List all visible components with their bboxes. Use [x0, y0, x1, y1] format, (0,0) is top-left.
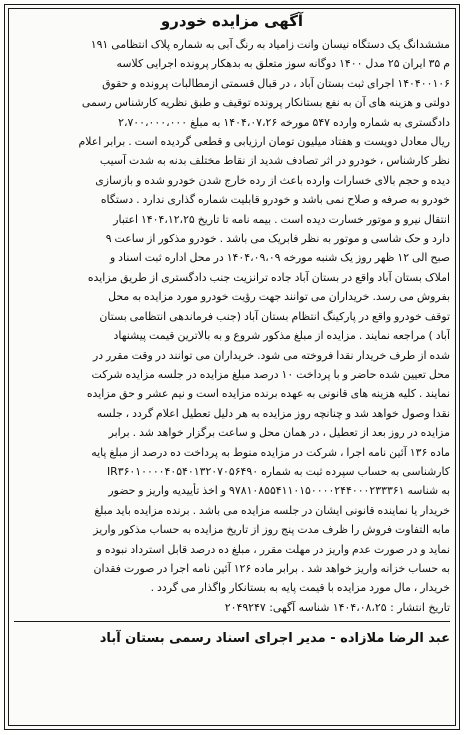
publish-date-and-id: تاریخ انتشار : ۱۴۰۴،۰۸،۲۵ شناسه آگهی: ۲۰۴۹۲۴۷: [224, 600, 450, 614]
notice-line: ۱۴۰۴۰۰۱۰۶ اجرای ثبت بستان آباد ، در قبال قسمتی ازمطالبات پرونده و حقوق: [102, 76, 450, 90]
notice-line: انتقال نیرو و موتور خسارت دیده است . بیمه نامه تا تاریخ ۱۴۰۴،۱۲،۲۵ اعتبار: [113, 212, 450, 226]
notice-line: نقدا وصول خواهد شد و چنانچه روز مزایده به هر دلیل تعطیل اعلام گردد ، جلسه: [96, 406, 450, 420]
notice-title: آگهی مزایده خودرو: [160, 12, 304, 30]
signature: عبد الرضا ملازاده - مدیر اجرای اسناد رسمی بستان آباد: [99, 630, 450, 646]
notice-line: محل تعیین شده حاضر و با پرداخت ۱۰ درصد مبلغ مزایده در جلسه مزایده شرکت: [91, 367, 450, 381]
notice-line: نظر کارشناس ، خودرو در اثر تصادف شدید از نقاط مختلف بدنه به شدت آسیب: [99, 154, 450, 168]
notice-line: م ۳۵ ایران ۲۵ مدل ۱۴۰۰ دوگانه سوز متعلق به بدهکار پرونده اجرایی کلاسه: [116, 57, 450, 71]
notice-line: به شناسه ۹۷۸۱۰۸۵۵۴۱۱۰۱۵۰۰۰۰۲۴۴۰۰۰۲۳۳۳۶۱ و اخذ تأییدیه واریز و حضور: [108, 484, 450, 498]
notice-line: خودرو به صرفه و صلاح نمی باشد و خودرو قابلیت شماره گذاری ندارد . دستگاه: [100, 193, 450, 207]
notice-line: مزایده در روز بعد از تعطیل ، در همان محل و ساعت برگزار خواهد شد . برابر: [108, 426, 450, 440]
notice-line: صبح الی ۱۲ ظهر روز یک شنبه مورخه ۱۴۰۴،۰۹،۰۹ در محل اداره ثبت اسناد و: [109, 251, 450, 265]
notice-line: بفروش می رسد. خریداران می توانند جهت رؤیت خودرو مورد مزایده به محل: [108, 290, 450, 304]
notice-body: [14, 35, 450, 598]
notice-line: ماده ۱۳۶ آئین نامه اجرا ، شرکت در مزایده منوط به پرداخت ده درصد از مبلغ پایه: [91, 445, 450, 459]
notice-line: دارد و حک شاسی و موتور به نظر فابریک می باشد . خودرو مذکور از ساعت ۹: [105, 232, 450, 246]
notice-line: مششدانگ یک دستگاه نیسان وانت زامیاد به رنگ آبی به شماره پلاک انتظامی ۱۹۱: [90, 38, 450, 51]
notice-line: کارشناسی به حساب سپرده ثبت به شماره IR۳۶۰۱۰۰۰۰۴۰۵۴۰۱۳۲۰۷۰۵۶۴۹۰: [106, 464, 450, 478]
notice-line: آباد ) مراجعه نمایند . مزایده از مبلغ مذکور شروع و به بالاترین قیمت پیشنهاد: [113, 329, 450, 343]
notice-line: خریدار ، مال مورد مزایده با قیمت پایه به بستانکار واگذار می گردد .: [150, 581, 450, 595]
notice-line: شده از طرف خریدار نقدا فروخته می شود. خریداران می توانند در وقت مقرر در: [92, 348, 450, 362]
notice-line: مابه التفاوت فروش را ظرف مدت پنج روز از تاریخ مزایده به حساب مذکور واریز: [93, 523, 450, 537]
notice-line: توقف خودرو واقع در پارکینگ انتظام بستان آباد (جنب فرماندهی انتظامی بستان: [99, 309, 450, 323]
notice-line: نمایند . کلیه هزینه های قانونی به عهده برنده مزایده است و نیم عشر و حق مزایده: [86, 387, 450, 401]
notice-line: خریدار یا نماینده قانونی ایشان در جلسه مزایده می باشد . برنده مزایده باید مبلغ: [94, 503, 450, 517]
notice-line: دادگستری به شماره وارده ۵۴۷ مورخه ۱۴۰۴،۰۷،۲۶ به مبلغ ۲،۷۰۰،۰۰۰،۰۰۰: [118, 115, 450, 129]
notice-line: املاک بستان آباد واقع در بستان آباد جاده ترانزیت جنب دادگستری از طریق مزایده: [87, 270, 450, 284]
notice-line: به حساب خزانه واریز خواهد شد . برابر ماده ۱۲۶ آئین نامه اجرا در صورت فقدان: [93, 561, 450, 575]
auction-notice: [4, 4, 460, 730]
notice-line: نماید و در صورت عدم واریز در مهلت مقرر ، مبلغ ده درصد قابل استرداد نبوده و: [96, 542, 450, 556]
notice-line: دیده و حجم بالای خسارات وارده باعث از رده خارج شدن خودرو شده و بازسازی: [95, 173, 450, 187]
notice-line: دولتی و هزینه های آن به نفع بستانکار پرونده توقیف و طبق نظریه کارشناس رسمی: [81, 96, 450, 110]
divider: [14, 621, 450, 622]
notice-line: ریال معادل دویست و هفتاد میلیون تومان ارزیابی و قطعی گردیده است . برابر اعلام: [78, 135, 450, 149]
